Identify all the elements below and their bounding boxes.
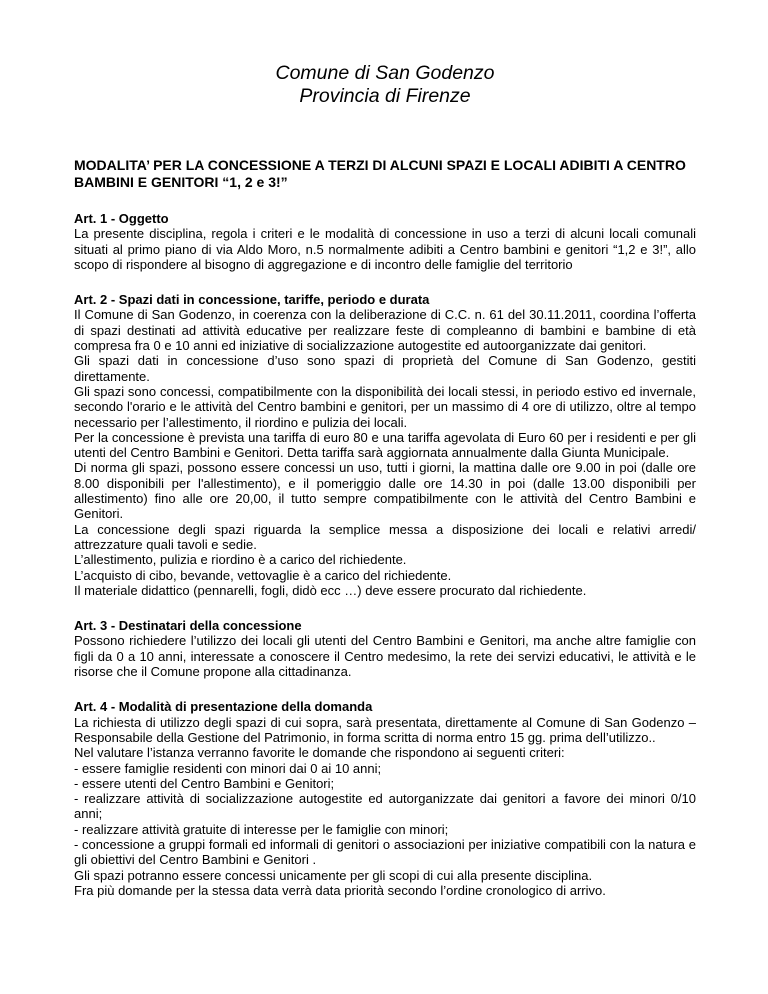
article-heading: Art. 4 - Modalità di presentazione della domanda xyxy=(74,699,373,715)
paragraph: Possono richiedere l’utilizzo dei locali gli utenti del Centro Bambini e Genitori, ma anche altre famiglie con figli da 0 a 10 anni, interessate a conoscere il Centro medesimo, la rete dei servizi educativi, le attività e le risorse che il Comune propone alla cittadinanza. xyxy=(74,633,696,680)
paragraph: La richiesta di utilizzo degli spazi di cui sopra, sarà presentata, direttamente al Comune di San Godenzo – Responsabile della Gestione del Patrimonio, in forma scritta di norma entro 15 gg. prima dell’utilizzo.. xyxy=(74,714,696,745)
paragraph: Il Comune di San Godenzo, in coerenza con la deliberazione di C.C. n. 61 del 30.11.2011, coordina l’offerta di spazi destinati ad attività educative per realizzare feste di compleanno di bambini e bambine di età compresa fra 0 e 10 anni ed iniziative di socializzazione autogestite ed autoorganizzate dai genitori. xyxy=(74,307,696,354)
paragraph: Nel valutare l’istanza verranno favorite le domande che rispondono ai seguenti criteri: xyxy=(74,745,565,761)
paragraph: Per la concessione è prevista una tariffa di euro 80 e una tariffa agevolata di Euro 60 per i residenti e per gli utenti del Centro Bambini e Genitori. Detta tariffa sarà aggiornata annualmente dalla Giunta Municipale. xyxy=(74,429,696,461)
paragraph: L’allestimento, pulizia e riordino è a carico del richiedente. xyxy=(74,552,407,568)
paragraph: La concessione degli spazi riguarda la semplice messa a disposizione dei locali e relativi arredi/ attrezzature quali tavoli e sedie. xyxy=(74,521,696,552)
article-1 xyxy=(74,211,696,272)
article-heading: Art. 2 - Spazi dati in concessione, tariffe, periodo e durata xyxy=(74,292,430,308)
paragraph: Gli spazi potranno essere concessi unicamente per gli scopi di cui alla presente disciplina. xyxy=(74,867,593,883)
list-item: - concessione a gruppi formali ed informali di genitori o associazioni per iniziative compatibili con la natura e gli obiettivi del Centro Bambini e Genitori . xyxy=(74,836,696,868)
article-heading: Art. 1 - Oggetto xyxy=(74,211,169,226)
article-4 xyxy=(74,699,696,898)
paragraph: L’acquisto di cibo, bevande, vettovaglie è a carico del richiedente. xyxy=(74,567,452,583)
paragraph: La presente disciplina, regola i criteri e le modalità di concessione in uso a terzi di alcuni locali comunali situati al primo piano di via Aldo Moro, n.5 normalmente adibiti a Centro bambini e genitori “1,2 e 3!”, allo scopo di rispondere al bisogno di aggregazione e di incontro delle famiglie del territorio xyxy=(74,226,696,272)
paragraph: Gli spazi sono concessi, compatibilmente con la disponibilità dei locali stessi, in periodo estivo ed invernale, secondo l'orario e le attività del Centro bambini e genitori, per un massimo di 4 ore di utilizzo, oltre al tempo necessario per l’allestimento, il riordino e pulizia dei locali. xyxy=(74,383,696,430)
list-item: - essere famiglie residenti con minori dai 0 ai 10 anni; xyxy=(74,760,382,776)
list-item: - realizzare attività di socializzazione autogestite ed autorganizzate dai genitori a favore dei minori 0/10 anni; xyxy=(74,791,696,822)
municipality-name: Comune di San Godenzo xyxy=(275,62,495,84)
document-header xyxy=(74,0,696,108)
list-item: - essere utenti del Centro Bambini e Genitori; xyxy=(74,775,335,791)
paragraph: Fra più domande per la stessa data verrà data priorità secondo l’ordine cronologico di arrivo. xyxy=(74,882,606,898)
article-3 xyxy=(74,618,696,679)
article-2 xyxy=(74,292,696,598)
article-heading: Art. 3 - Destinatari della concessione xyxy=(74,618,302,634)
list-item: - realizzare attività gratuite di interesse per le famiglie con minori; xyxy=(74,821,449,837)
document-title: MODALITA’ PER LA CONCESSIONE A TERZI DI ALCUNI SPAZI E LOCALI ADIBITI A CENTRO BAMBINI E GENITORI “1, 2 e 3!” xyxy=(74,157,686,190)
paragraph: Di norma gli spazi, possono essere concessi un uso, tutti i giorni, la mattina dalle ore 9.00 in poi (dalle ore 8.00 disponibili per l'allestimento), e il pomeriggio dalle ore 14.30 in poi (dalle 13.00 disponibili per allestimento) fino alle ore 20,00, il tutto sempre compatibilmente con le attività del Centro Bambini e Genitori. xyxy=(74,460,696,522)
paragraph: Gli spazi dati in concessione d’uso sono spazi di proprietà del Comune di San Godenzo, gestiti direttamente. xyxy=(74,353,696,384)
paragraph: Il materiale didattico (pennarelli, fogli, didò ecc …) deve essere procurato dal richiedente. xyxy=(74,582,587,598)
province-name: Provincia di Firenze xyxy=(299,85,471,107)
